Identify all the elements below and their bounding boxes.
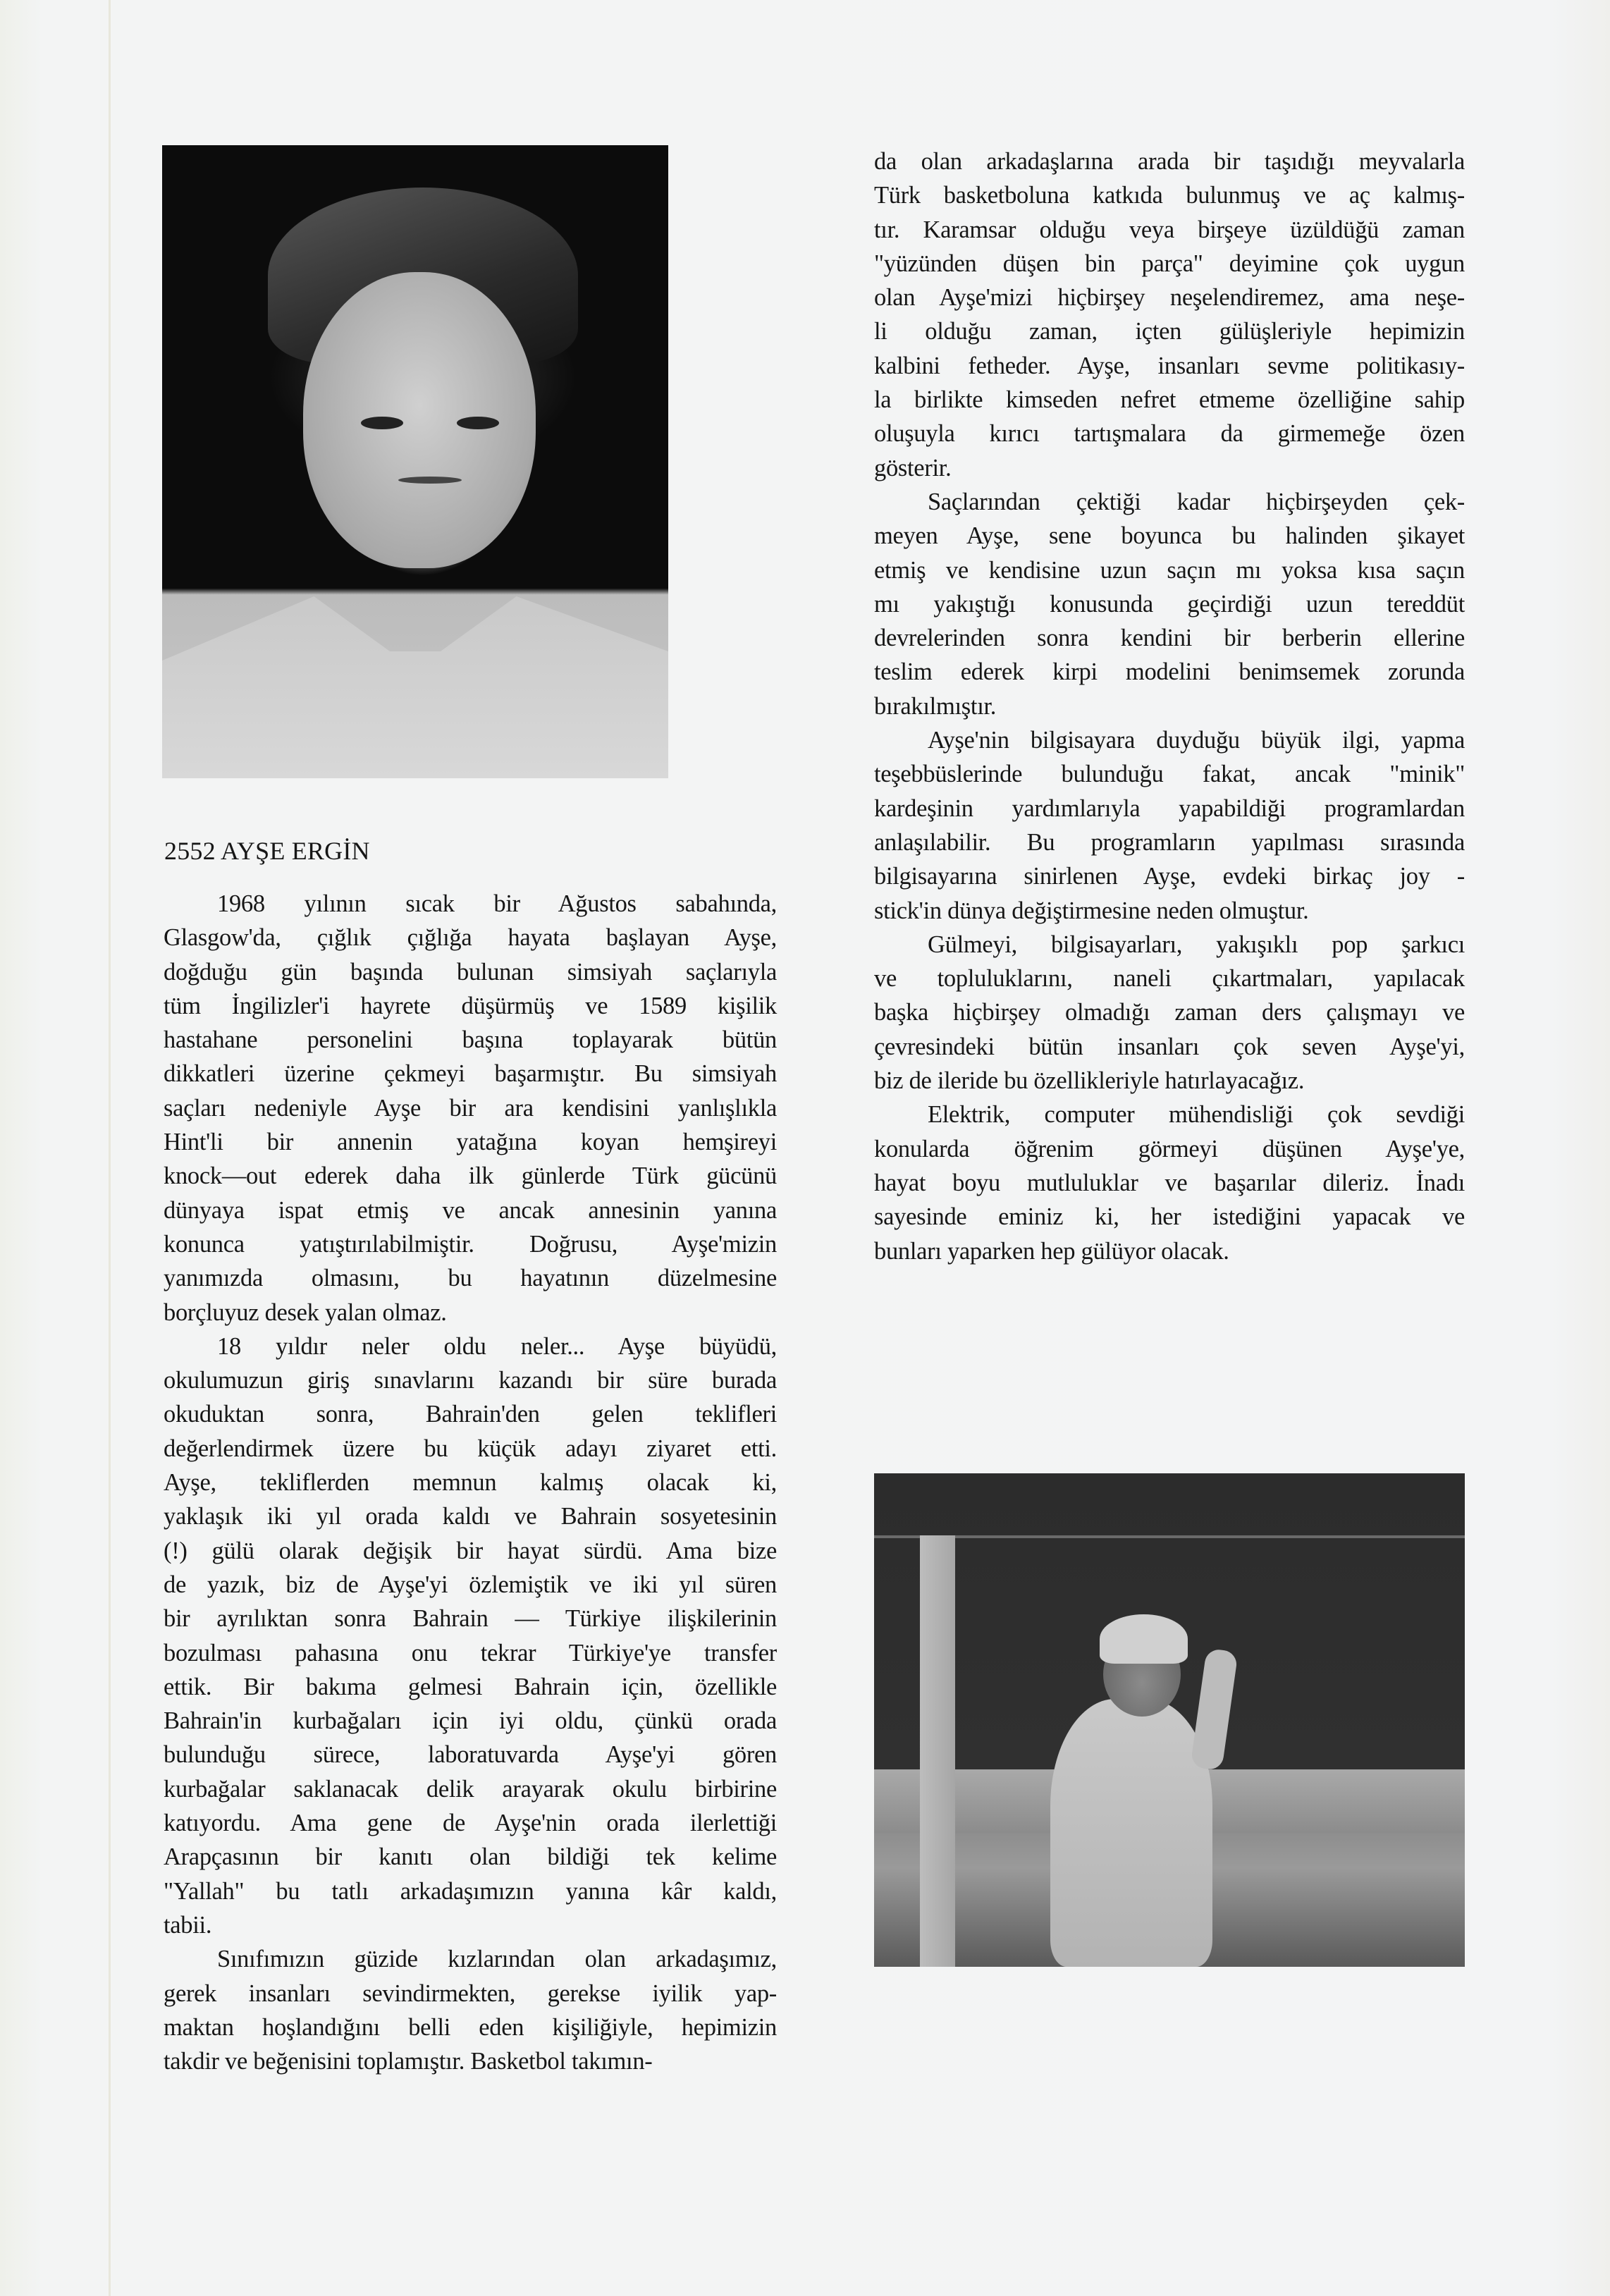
- text-line: tır. Karamsar olduğu veya birşeye üzüldüğü zaman: [874, 216, 1465, 243]
- text-line: doğduğu gün başında bulunan simsiyah saçlarıyla: [164, 958, 777, 986]
- text-line: gösterir.: [874, 454, 952, 481]
- text-line: de yazık, biz de Ayşe'yi özlemiştik ve iki yıl süren: [164, 1571, 777, 1598]
- text-line: Hint'li bir annenin yatağına koyan hemşireyi: [164, 1129, 777, 1156]
- right-text-column: [874, 145, 1465, 1268]
- text-line: 18 yıldır neler oldu neler... Ayşe büyüdü,: [217, 1332, 777, 1360]
- text-line: dünyaya ispat etmiş ve ancak annesinin yanına: [164, 1196, 777, 1224]
- text-line: bunları yaparken hep gülüyor olacak.: [874, 1237, 1229, 1265]
- text-line: Türk basketboluna katkıda bulunmuş ve aç kalmış-: [874, 182, 1465, 209]
- text-line: bilgisayarına sinirlenen Ayşe, evdeki birkaç joy -: [874, 863, 1465, 890]
- text-line: mı yakıştığı konusunda geçirdiği uzun tereddüt: [874, 590, 1465, 618]
- baby-hat: [1100, 1614, 1188, 1664]
- text-line: olan Ayşe'mizi hiçbirşey neşelendiremez, ama neşe-: [874, 284, 1465, 312]
- text-line: çevresindeki bütün insanları çok seven Ayşe'yi,: [874, 1033, 1465, 1060]
- text-line: kalbini fetheder. Ayşe, insanları sevme politikasıy-: [874, 352, 1465, 379]
- text-line: maktan hoşlandığını belli eden kişiliğiyle, hepimizin: [164, 2013, 777, 2041]
- portrait-eye-right: [457, 417, 499, 429]
- baby-body: [1050, 1699, 1212, 1967]
- text-line: başka hiçbirşey olmadığı zaman ders çalışmayı ve: [874, 999, 1465, 1026]
- text-line: Glasgow'da, çığlık çığlığa hayata başlayan Ayşe,: [164, 924, 777, 952]
- text-line: ettik. Bir bakıma gelmesi Bahrain için, özellikle: [164, 1673, 777, 1700]
- portrait-face: [303, 272, 536, 568]
- text-line: Bahrain'in kurbağaları için iyi oldu, çünkü orada: [164, 1707, 777, 1735]
- text-line: sayesinde eminiz ki, her istediğini yapacak ve: [874, 1203, 1465, 1231]
- page-fold-line: [109, 0, 111, 2296]
- text-line: bulunduğu sürece, laboratuvarda Ayşe'yi gören: [164, 1741, 777, 1769]
- text-line: tüm İngilizler'i hayrete düşürmüş ve 1589 kişilik: [164, 992, 777, 1019]
- text-line: katıyordu. Ama gene de Ayşe'nin orada ilerlettiği: [164, 1810, 777, 1837]
- text-line: dikkatleri üzerine çekmeyi başarmıştır. Bu simsiyah: [164, 1060, 777, 1088]
- portrait-mouth: [398, 477, 462, 484]
- text-line: Elektrik, computer mühendisliği çok sevdiği: [928, 1101, 1465, 1129]
- text-line: gerek insanları sevindirmekten, gerekse iyilik yap-: [164, 1979, 777, 2007]
- text-line: 1968 yılının sıcak bir Ağustos sabahında,: [217, 890, 777, 917]
- text-line: ve topluluklarını, naneli çıkartmaları, yapılacak: [874, 965, 1465, 993]
- text-line: tabii.: [164, 1911, 212, 1939]
- text-line: Ayşe, tekliflerden memnun kalmış olacak ki,: [164, 1469, 777, 1497]
- text-line: hastahane personelini başına toplayarak bütün: [164, 1026, 777, 1054]
- student-name-heading: 2552 AYŞE ERGİN: [164, 837, 370, 865]
- paragraph: [874, 485, 1465, 723]
- paragraph: [874, 145, 1465, 485]
- text-line: Arapçasının bir kanıtı olan bildiği tek kelime: [164, 1843, 777, 1871]
- text-line: okulumuzun giriş sınavlarını kazandı bir süre burada: [164, 1367, 777, 1394]
- text-line: bir ayrılıktan sonra Bahrain — Türkiye ilişkilerinin: [164, 1605, 777, 1633]
- baby-arm: [1190, 1648, 1238, 1772]
- text-line: konunca yatıştırılabilmiştir. Doğrusu, Ayşe'mizin: [164, 1230, 777, 1258]
- text-line: stick'in dünya değiştirmesine neden olmuştur.: [874, 897, 1309, 924]
- text-line: Ayşe'nin bilgisayara duyduğu büyük ilgi, yapma: [928, 727, 1465, 754]
- text-line: da olan arkadaşlarına arada bir taşıdığı meyvalarla: [874, 148, 1465, 175]
- text-line: la birlikte kimseden nefret etmeme özelliğine sahip: [874, 386, 1465, 414]
- text-line: meyen Ayşe, sene boyunca bu halinden şikayet: [874, 522, 1465, 550]
- baby-photo-post: [920, 1535, 955, 1967]
- childhood-photo: [874, 1473, 1465, 1967]
- text-line: anlaşılabilir. Bu programların yapılması sırasında: [874, 828, 1465, 856]
- text-line: teslim ederek kirpi modelini benimsemek zorunda: [874, 658, 1465, 686]
- text-line: kurbağalar saklanacak delik arayarak okulu birbirine: [164, 1775, 777, 1803]
- portrait-eye-left: [361, 417, 403, 429]
- baby-photo-rail: [874, 1535, 1465, 1538]
- paragraph: [874, 1098, 1465, 1267]
- text-line: "Yallah" bu tatlı arkadaşımızın yanına kâr kaldı,: [164, 1877, 777, 1905]
- text-line: teşebbüslerinde bulunduğu fakat, ancak "minik": [874, 761, 1465, 788]
- text-line: "yüzünden düşen bin parça" deyimine çok uygun: [874, 250, 1465, 277]
- text-line: konularda öğrenim görmeyi düşünen Ayşe'ye,: [874, 1135, 1465, 1162]
- text-line: değerlendirmek üzere bu küçük adayı ziyaret etti.: [164, 1435, 777, 1462]
- text-line: oluşuyla kırıcı tartışmalara da girmemeğe özen: [874, 420, 1465, 448]
- text-line: bırakılmıştır.: [874, 692, 997, 720]
- paragraph: [164, 1330, 777, 1942]
- text-line: Sınıfımızın güzide kızlarından olan arkadaşımız,: [217, 1946, 777, 1973]
- left-text-column: [164, 887, 777, 2078]
- portrait-collar: [162, 596, 668, 778]
- text-line: Saçlarından çektiği kadar hiçbirşeyden çek-: [928, 488, 1465, 515]
- paragraph: [874, 723, 1465, 928]
- portrait-photo: [162, 145, 668, 778]
- paragraph: [164, 887, 777, 1330]
- text-line: (!) gülü olarak değişik bir hayat sürdü. Ama bize: [164, 1537, 777, 1564]
- text-line: hayat boyu mutluluklar ve başarılar dileriz. İnadı: [874, 1169, 1465, 1196]
- text-line: etmiş ve kendisine uzun saçın mı yoksa kısa saçın: [874, 556, 1465, 584]
- text-line: knock—out ederek daha ilk günlerde Türk gücünü: [164, 1162, 777, 1190]
- text-line: yaklaşık iki yıl orada kaldı ve Bahrain sosyetesinin: [164, 1503, 777, 1530]
- text-line: borçluyuz desek yalan olmaz.: [164, 1299, 447, 1326]
- text-line: yanımızda olmasını, bu hayatının düzelmesine: [164, 1265, 777, 1292]
- text-line: takdir ve beğenisini toplamıştır. Basketbol takımın-: [164, 2048, 653, 2075]
- text-line: Gülmeyi, bilgisayarları, yakışıklı pop şarkıcı: [928, 931, 1465, 958]
- paragraph: [164, 1942, 777, 2078]
- text-line: biz de ileride bu özellikleriyle hatırlayacağız.: [874, 1067, 1305, 1095]
- text-line: kardeşinin yardımlarıyla yapabildiği programlardan: [874, 794, 1465, 822]
- text-line: okuduktan sonra, Bahrain'den gelen teklifleri: [164, 1401, 777, 1428]
- text-line: devrelerinden sonra kendini bir berberin ellerine: [874, 625, 1465, 652]
- text-line: saçları nedeniyle Ayşe bir ara kendisini yanlışlıkla: [164, 1094, 777, 1122]
- text-line: bozulması pahasına onu tekrar Türkiye'ye transfer: [164, 1639, 777, 1666]
- text-line: li olduğu zaman, içten gülüşleriyle hepimizin: [874, 318, 1465, 345]
- paragraph: [874, 928, 1465, 1098]
